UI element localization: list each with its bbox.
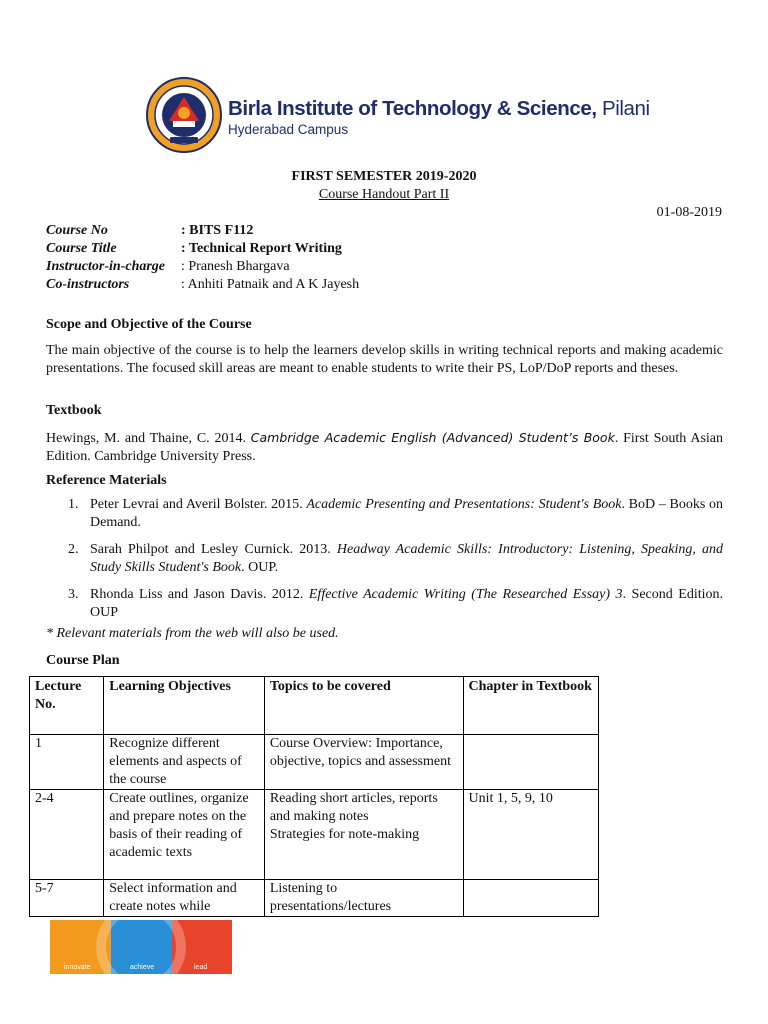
column-header: Learning Objectives xyxy=(104,677,265,735)
table-cell: 1 xyxy=(30,735,104,790)
instructor-value: : Pranesh Bhargava xyxy=(181,259,290,274)
reference-item xyxy=(46,541,723,577)
course-info-row xyxy=(46,222,359,240)
table-cell: Select information and create notes while xyxy=(104,880,265,917)
footer-word: lead xyxy=(194,964,208,971)
reference-title: Effective Academic Writing (The Researched Essay) 3 xyxy=(308,587,623,602)
reference-number: 2. xyxy=(68,542,79,557)
column-header: Chapter in Textbook xyxy=(463,677,599,735)
course-info-row xyxy=(46,276,359,294)
textbook-title: Cambridge Academic English (Advanced) Student’s Book xyxy=(250,430,615,445)
reference-publisher: . BoD – Books on Demand. xyxy=(90,497,724,530)
reference-list xyxy=(46,496,723,631)
innovate-achieve-lead-logo xyxy=(50,920,232,974)
table-cell: 2-4 xyxy=(30,790,104,880)
semester-title: FIRST SEMESTER 2019-2020 xyxy=(291,169,477,184)
campus-name: Hyderabad Campus xyxy=(228,122,349,137)
document-date: 01-08-2019 xyxy=(656,205,722,220)
reference-item xyxy=(46,496,723,532)
reference-title: Headway Academic Skills: Introductory: Listening, Speaking, and Study Skills Student's Book xyxy=(90,542,723,575)
textbook-publisher: . First South Asian Edition. Cambridge University Press. xyxy=(46,431,724,464)
reference-number: 3. xyxy=(68,587,79,602)
reference-title: Academic Presenting and Presentations: Student's Book xyxy=(306,497,622,512)
course-no-value: : BITS F112 xyxy=(181,223,254,238)
reference-number: 1. xyxy=(68,497,79,512)
table-row xyxy=(30,880,599,917)
table-cell xyxy=(463,735,599,790)
institute-name: Birla Institute of Technology & Science, Pilani xyxy=(228,97,650,120)
reference-publisher: . Second Edition. OUP xyxy=(90,587,723,620)
textbook-citation xyxy=(46,429,723,466)
reference-authors: Sarah Philpot and Lesley Curnick. 2013. xyxy=(90,542,337,557)
table-row xyxy=(30,735,599,790)
references-heading: Reference Materials xyxy=(46,473,167,488)
institute-logo xyxy=(145,75,650,160)
table-row xyxy=(30,790,599,880)
column-header: Lecture No. xyxy=(30,677,104,735)
course-info-row xyxy=(46,258,359,276)
web-materials-note: * Relevant materials from the web will also be used. xyxy=(46,626,339,641)
reference-item xyxy=(46,586,723,622)
table-cell xyxy=(463,880,599,917)
bits-seal-icon xyxy=(145,75,223,155)
handout-subtitle: Course Handout Part II xyxy=(318,187,450,202)
scope-text: The main objective of the course is to help the learners develop skills in writing technical reports and making academic presentations. The focused skill areas are meant to enable students to write their PS, LoP/DoP reports and theses. xyxy=(46,343,723,376)
table-cell: 5-7 xyxy=(30,880,104,917)
table-cell: Recognize different elements and aspects of the course xyxy=(104,735,265,790)
scope-heading: Scope and Objective of the Course xyxy=(46,317,252,332)
table-header-row xyxy=(30,677,599,735)
instructor-label: Instructor-in-charge xyxy=(46,259,166,274)
co-instructors-label: Co-instructors xyxy=(46,277,130,292)
course-title-value: : Technical Report Writing xyxy=(181,241,342,256)
table-cell: Reading short articles, reports and making notes Strategies for note-making xyxy=(264,790,463,880)
co-instructors-value: : Anhiti Patnaik and A K Jayesh xyxy=(181,277,360,292)
course-info-row xyxy=(46,240,359,258)
table-cell: Course Overview: Importance, objective, topics and assessment xyxy=(264,735,463,790)
textbook-heading: Textbook xyxy=(46,403,102,418)
course-title-label: Course Title xyxy=(46,241,117,256)
reference-authors: Rhonda Liss and Jason Davis. 2012. xyxy=(90,587,309,602)
textbook-authors: Hewings, M. and Thaine, C. 2014. xyxy=(46,431,251,446)
course-plan-heading: Course Plan xyxy=(46,653,120,668)
course-plan-table xyxy=(29,676,599,917)
table-cell: Unit 1, 5, 9, 10 xyxy=(463,790,599,880)
reference-authors: Peter Levrai and Averil Bolster. 2015. xyxy=(90,497,307,512)
table-cell: Create outlines, organize and prepare notes on the basis of their reading of academic texts xyxy=(104,790,265,880)
footer-word: achieve xyxy=(130,964,155,971)
column-header: Topics to be covered xyxy=(264,677,463,735)
footer-word: innovate xyxy=(64,964,91,971)
table-cell: Listening to presentations/lectures xyxy=(264,880,463,917)
course-no-label: Course No xyxy=(46,223,108,238)
course-info xyxy=(46,222,359,294)
reference-publisher: . OUP. xyxy=(241,560,279,575)
